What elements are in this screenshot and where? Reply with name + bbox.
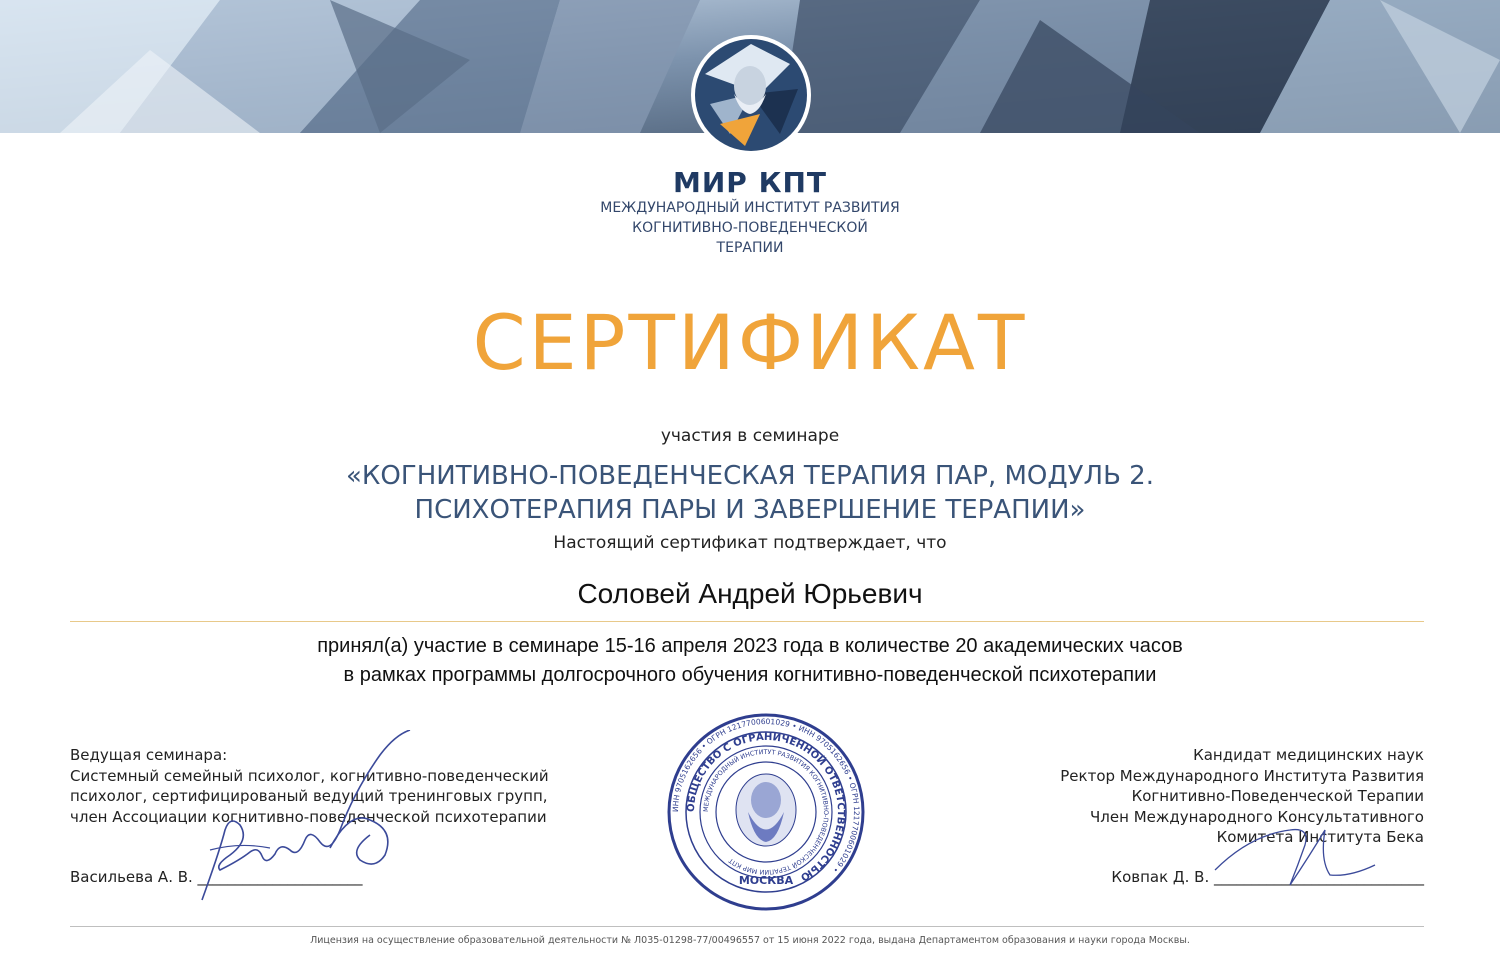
seminar-title — [0, 459, 1500, 527]
signature-scribble-icon — [180, 730, 420, 905]
right-signatory-line: Комитета Института Бека — [1216, 828, 1424, 846]
seal-ring-text: ОБЩЕСТВО С ОГРАНИЧЕННОЙ ОТВЕТСТВЕННОСТЬЮ — [685, 731, 847, 883]
recipient-name: Соловей Андрей Юрьевич — [577, 578, 923, 609]
brand-subtitle-line: ТЕРАПИИ — [716, 240, 784, 256]
seal-outer-text: ИНН 9705162656 • ОГРН 1217700601029 • ИНН 9705162656 • ОГРН 1217700601029 • — [670, 716, 862, 875]
right-signatory-line: Кандидат медицинских наук — [1193, 746, 1424, 764]
left-handwritten-signature — [180, 730, 420, 905]
participation-details — [0, 632, 1500, 690]
details-line: в рамках программы долгосрочного обучения когнитивно-поведенческой психотерапии — [343, 664, 1157, 686]
brand-name: МИР КПТ — [673, 166, 827, 199]
seal-inner-text: МЕЖДУНАРОДНЫЙ ИНСТИТУТ РАЗВИТИЯ КОГНИТИВНО-ПОВЕДЕНЧЕСКОЙ ТЕРАПИИ МИР КПТ — [701, 747, 831, 877]
footer-divider — [70, 926, 1424, 927]
right-sign-line: Ковпак Д. В. ____________________________ — [1111, 868, 1424, 886]
license-text: Лицензия на осуществление образовательной деятельности № Л035-01298-77/00496557 от 15 июня 2022 года, выдана Департаментом образования и науки города Москвы. — [310, 935, 1190, 946]
stamp-seal-icon — [666, 712, 866, 912]
certificate-title: СЕРТИФИКАТ — [472, 298, 1028, 387]
brand-subtitle — [0, 198, 1500, 258]
name-underline — [70, 621, 1424, 622]
left-signatory-line: Системный семейный психолог, когнитивно-поведенческий — [70, 766, 549, 785]
left-signatory-line: психолог, сертифицированый ведущий тренинговых групп, — [70, 787, 548, 805]
participation-label: участия в семинаре — [660, 426, 840, 446]
left-signatory-line: член Ассоциации когнитивно-поведенческой психотерапии — [70, 807, 547, 826]
right-handwritten-signature — [1210, 815, 1380, 890]
right-signatory-line: Ректор Международного Института Развития — [1060, 766, 1424, 785]
signature-scribble-icon — [1210, 815, 1380, 890]
right-signatory-line: Когнитивно-Поведенческой Терапии — [1131, 787, 1424, 805]
right-signatory-line: Член Международного Консультативного — [1090, 807, 1424, 826]
brand-subtitle-line: КОГНИТИВНО-ПОВЕДЕНЧЕСКОЙ — [632, 220, 868, 236]
brand-subtitle-line: МЕЖДУНАРОДНЫЙ ИНСТИТУТ РАЗВИТИЯ — [600, 200, 900, 216]
seminar-title-line: «КОГНИТИВНО-ПОВЕДЕНЧЕСКАЯ ТЕРАПИЯ ПАР, МОДУЛЬ 2. — [346, 461, 1154, 491]
portrait-logo-icon — [690, 34, 812, 156]
left-sign-line: Васильева А. В. ______________________ — [70, 868, 363, 886]
left-signatory-line: Ведущая семинара: — [70, 746, 228, 764]
seminar-title-line: ПСИХОТЕРАПИЯ ПАРЫ И ЗАВЕРШЕНИЕ ТЕРАПИИ» — [414, 495, 1086, 525]
confirm-text: Настоящий сертификат подтверждает, что — [553, 533, 947, 553]
organization-seal — [666, 712, 866, 912]
seal-city: МОСКВА — [738, 874, 794, 887]
seal-portrait-icon — [736, 774, 796, 846]
institute-logo — [690, 34, 812, 156]
details-line: принял(а) участие в семинаре 15-16 апреля 2023 года в количестве 20 академических часов — [317, 635, 1183, 657]
